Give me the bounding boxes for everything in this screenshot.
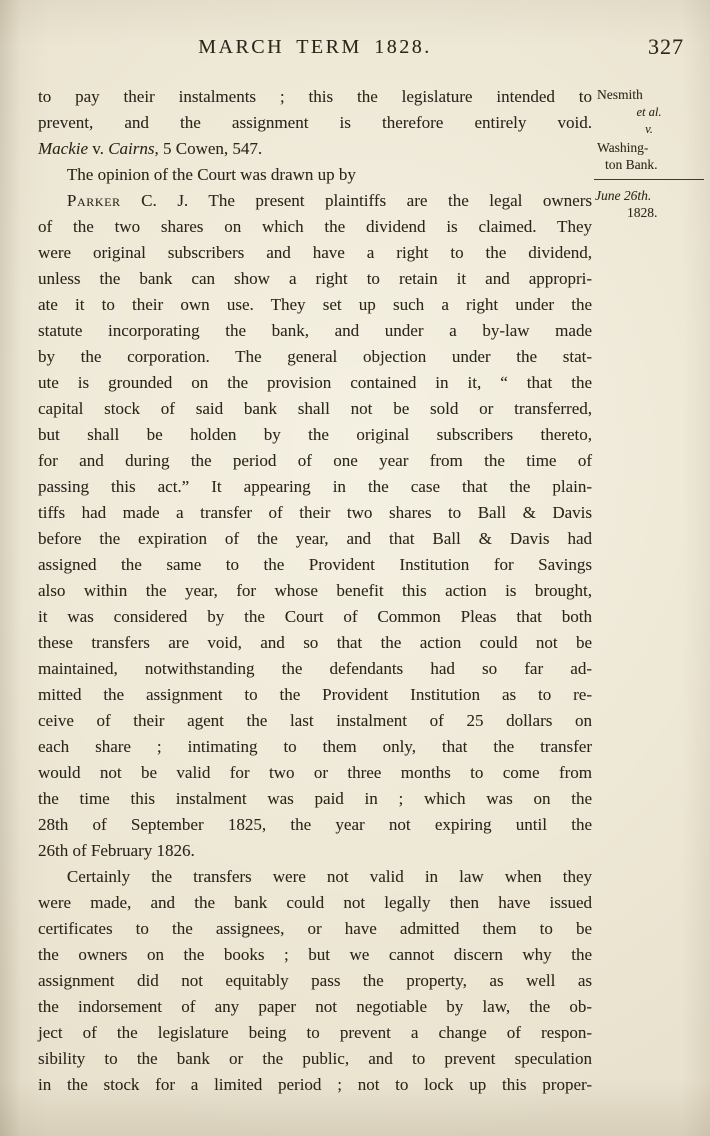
text-line: maintained, notwithstanding the defendants had so far ad- — [38, 659, 592, 678]
text-line: 28th of September 1825, the year not expiring until the — [38, 815, 592, 834]
case-name-plaintiff: Mackie — [38, 139, 89, 158]
decision-year: 1828. — [627, 205, 658, 220]
paragraph-opinion-intro — [38, 162, 592, 188]
text-line: prevent, and the assignment is therefore entirely void. — [38, 113, 592, 132]
text-line: statute incorporating the bank, and under a by-law made — [38, 321, 592, 340]
text-line: each share ; intimating to them only, that the transfer — [38, 737, 592, 756]
case-name-defendant: Cairns — [108, 139, 155, 158]
text-line: 26th of February 1826. — [38, 841, 195, 860]
paragraph-opinion-body — [38, 214, 592, 864]
text-line: ject of the legislature being to prevent a change of respon- — [38, 1023, 592, 1042]
party-name-nesmith: Nesmith — [597, 87, 643, 102]
text-line: ate it to their own use. They set up such a right under the — [38, 295, 592, 314]
text-line: by the corporation. The general objection under the stat- — [38, 347, 592, 366]
text-line: sibility to the bank or the public, and to prevent speculation — [38, 1049, 592, 1068]
opinion-first-line-text: C. J. The present plaintiffs are the legal owners — [120, 191, 592, 210]
text-line: tiffs had made a transfer of their two shares to Ball & Davis — [38, 503, 592, 522]
text-line: certificates to the assignees, or have admitted them to be — [38, 919, 592, 938]
text-line: for and during the period of one year from the time of — [38, 451, 592, 470]
citation-versus: v. — [88, 139, 109, 158]
page-number: 327 — [648, 34, 684, 59]
text-line: Certainly the transfers were not valid in law when they — [66, 867, 592, 886]
text-line: ceive of their agent the last instalment of 25 dollars on — [38, 711, 592, 730]
text-line: ute is grounded on the provision contained in it, “ that the — [38, 373, 592, 392]
text-line: unless the bank can show a right to retain it and appropri- — [38, 269, 592, 288]
text-line: The opinion of the Court was drawn up by — [66, 165, 356, 184]
judge-name: Parker — [66, 191, 121, 210]
text-line: to pay their instalments ; this the legislature intended to — [38, 87, 592, 106]
running-head: MARCH TERM 1828. — [198, 36, 432, 58]
text-line: passing this act.” It appearing in the case that the plain- — [38, 477, 592, 496]
party-name-washington-2: ton Bank. — [605, 157, 658, 172]
margin-date-note — [594, 187, 704, 222]
text-line: were made, and the bank could not legally then have issued — [38, 893, 592, 912]
text-line: before the expiration of the year, and that Ball & Davis had — [38, 529, 592, 548]
text-line: were original subscribers and have a right to the dividend, — [38, 243, 592, 262]
party-name-washington-1: Washing- — [597, 139, 649, 155]
main-text-column — [38, 84, 592, 1098]
et-al-label: et al. — [636, 104, 662, 119]
text-line: it was considered by the Court of Common Pleas that both — [38, 607, 592, 626]
margin-divider-rule — [594, 179, 704, 180]
text-line: also within the year, for whose benefit this action is brought, — [38, 581, 592, 600]
margin-case-note — [594, 86, 704, 174]
margin-notes-column — [594, 86, 704, 222]
text-line: of the two shares on which the dividend is claimed. They — [38, 217, 592, 236]
case-citation-line — [38, 136, 592, 162]
opinion-first-line — [38, 188, 592, 214]
text-line: the time this instalment was paid in ; which was on the — [38, 789, 592, 808]
text-line: assignment did not equitably pass the property, as well as — [38, 971, 592, 990]
text-line: assigned the same to the Provident Institution for Savings — [38, 555, 592, 574]
text-line: in the stock for a limited period ; not to lock up this proper- — [38, 1075, 592, 1094]
paragraph-certainly — [38, 864, 592, 1098]
text-line: mitted the assignment to the Provident Institution as to re- — [38, 685, 592, 704]
text-line: would not be valid for two or three months to come from — [38, 763, 592, 782]
text-line: but shall be holden by the original subscribers thereto, — [38, 425, 592, 444]
citation-reporter: , 5 Cowen, 547. — [154, 139, 263, 158]
paragraph-instalments — [38, 84, 592, 136]
decision-date: June 26th. — [595, 187, 652, 203]
text-line: the owners on the books ; but we cannot discern why the — [38, 945, 592, 964]
versus-label: v. — [645, 122, 653, 136]
text-line: capital stock of said bank shall not be sold or transferred, — [38, 399, 592, 418]
text-line: these transfers are void, and so that the action could not be — [38, 633, 592, 652]
text-line: the indorsement of any paper not negotiable by law, the ob- — [38, 997, 592, 1016]
